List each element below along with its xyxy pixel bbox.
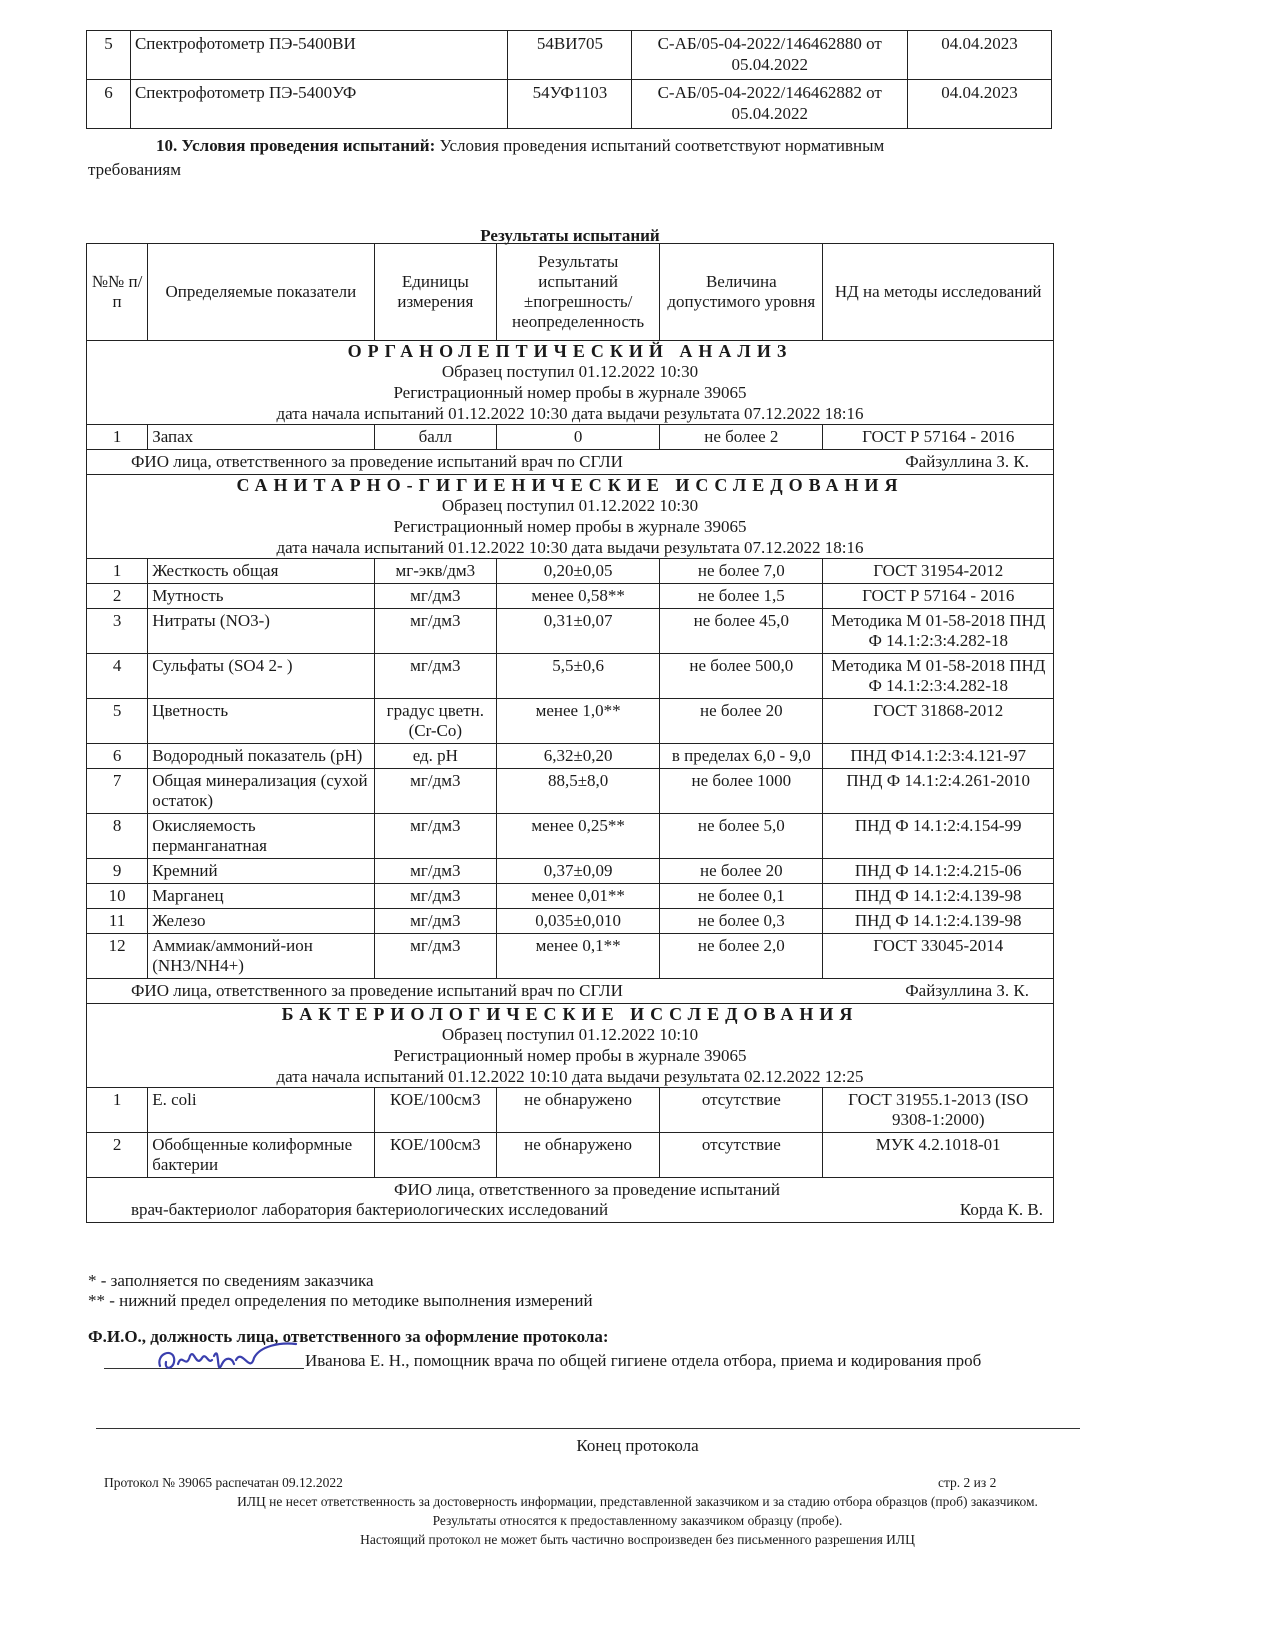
row-method: ПНД Ф 14.1:2:4.139-98: [823, 909, 1054, 934]
header-result: Результаты испытаний ±погрешность/ неопределенность: [497, 244, 660, 341]
row-num: 2: [87, 1133, 148, 1178]
print-info: Протокол № 39065 распечатан 09.12.2022: [104, 1475, 343, 1490]
section-header-bacteriological: [87, 1004, 1054, 1088]
test-dates: дата начала испытаний 01.12.2022 10:30 дата выдачи результата 07.12.2022 18:16: [276, 404, 864, 423]
row-result: не обнаружено: [497, 1133, 660, 1178]
registration-number: Регистрационный номер пробы в журнале 39065: [393, 1046, 747, 1065]
page-number: стр. 2 из 2: [938, 1475, 997, 1490]
table-row: [87, 814, 1054, 859]
row-unit: КОЕ/100см3: [374, 1133, 496, 1178]
row-num: 1: [87, 1088, 148, 1133]
responsible-row: [87, 979, 1054, 1004]
row-result: не обнаружено: [497, 1088, 660, 1133]
row-method: МУК 4.2.1018-01: [823, 1133, 1054, 1178]
row-result: менее 0,25**: [497, 814, 660, 859]
row-num: 9: [87, 859, 148, 884]
section-title: БАКТЕРИОЛОГИЧЕСКИЕ ИССЛЕДОВАНИЯ: [281, 1004, 859, 1024]
row-indicator: Мутность: [148, 584, 374, 609]
row-result: менее 0,1**: [497, 934, 660, 979]
row-limit: не более 1000: [660, 769, 823, 814]
row-unit: мг-экв/дм3: [374, 559, 496, 584]
row-unit: мг/дм3: [374, 654, 496, 699]
row-limit: не более 0,1: [660, 884, 823, 909]
test-dates: дата начала испытаний 01.12.2022 10:30 дата выдачи результата 07.12.2022 18:16: [276, 538, 864, 557]
row-result: 0,37±0,09: [497, 859, 660, 884]
row-unit: мг/дм3: [374, 909, 496, 934]
footnote: * - заполняется по сведениям заказчика: [88, 1271, 374, 1290]
row-limit: отсутствие: [660, 1088, 823, 1133]
row-method: ГОСТ Р 57164 - 2016: [823, 584, 1054, 609]
row-limit: отсутствие: [660, 1133, 823, 1178]
table-row: [87, 654, 1054, 699]
equipment-valid: 04.04.2023: [908, 31, 1052, 80]
responsible-row: [87, 450, 1054, 475]
footnote: ** - нижний предел определения по методике выполнения измерений: [88, 1291, 593, 1310]
row-method: ПНД Ф 14.1:2:4.261-2010: [823, 769, 1054, 814]
row-num: 12: [87, 934, 148, 979]
row-method: ПНД Ф14.1:2:3:4.121-97: [823, 744, 1054, 769]
row-indicator: E. coli: [148, 1088, 374, 1133]
responsible-label: ФИО лица, ответственного за проведение испытаний врач по СГЛИ: [131, 981, 623, 1000]
row-limit: в пределах 6,0 - 9,0: [660, 744, 823, 769]
row-unit: мг/дм3: [374, 934, 496, 979]
row-limit: не более 20: [660, 859, 823, 884]
table-row: [87, 934, 1054, 979]
table-row: [87, 31, 1052, 80]
table-row: [87, 1088, 1054, 1133]
table-row: [87, 909, 1054, 934]
row-indicator: Водородный показатель (pH): [148, 744, 374, 769]
row-num: 8: [87, 814, 148, 859]
row-unit: КОЕ/100см3: [374, 1088, 496, 1133]
row-result: 88,5±8,0: [497, 769, 660, 814]
header-num: №№ п/п: [87, 244, 148, 341]
row-indicator: Кремний: [148, 859, 374, 884]
conditions-text: Условия проведения испытаний соответствуют нормативным: [439, 136, 885, 155]
section-header-sanitary: [87, 475, 1054, 559]
registration-number: Регистрационный номер пробы в журнале 39065: [393, 383, 747, 402]
row-method: Методика М 01-58-2018 ПНД Ф 14.1:2:3:4.282-18: [823, 654, 1054, 699]
row-indicator: Нитраты (NO3-): [148, 609, 374, 654]
test-dates: дата начала испытаний 01.12.2022 10:10 дата выдачи результата 02.12.2022 12:25: [276, 1067, 864, 1086]
row-limit: не более 45,0: [660, 609, 823, 654]
table-row: [87, 80, 1052, 129]
row-unit: балл: [374, 425, 496, 450]
section-title: ОРГАНОЛЕПТИЧЕСКИЙ АНАЛИЗ: [347, 341, 793, 361]
row-limit: не более 1,5: [660, 584, 823, 609]
row-result: менее 0,58**: [497, 584, 660, 609]
header-indicator: Определяемые показатели: [148, 244, 374, 341]
row-num: 6: [87, 744, 148, 769]
equipment-name: Спектрофотометр ПЭ-5400ВИ: [130, 31, 508, 80]
row-result: менее 1,0**: [497, 699, 660, 744]
disclaimer-1: ИЛЦ не несет ответственность за достоверность информации, представленной заказчиком и за стадию отбора образцов (проб) заказчиком.: [237, 1494, 1038, 1509]
row-unit: мг/дм3: [374, 884, 496, 909]
signature-image: [150, 1334, 300, 1384]
row-limit: не более 5,0: [660, 814, 823, 859]
row-method: ГОСТ Р 57164 - 2016: [823, 425, 1054, 450]
responsible-row: [87, 1178, 1054, 1223]
table-row: [87, 559, 1054, 584]
equipment-serial: 54ВИ705: [508, 31, 632, 80]
equipment-num: 6: [87, 80, 131, 129]
registration-number: Регистрационный номер пробы в журнале 39065: [393, 517, 747, 536]
row-num: 5: [87, 699, 148, 744]
conditions-text-2: требованиям: [88, 160, 181, 179]
end-divider: [96, 1428, 1080, 1429]
row-limit: не более 0,3: [660, 909, 823, 934]
row-unit: мг/дм3: [374, 859, 496, 884]
row-method: ГОСТ 31955.1-2013 (ISO 9308-1:2000): [823, 1088, 1054, 1133]
row-indicator: Железо: [148, 909, 374, 934]
page-footer: [0, 1473, 1275, 1549]
row-result: менее 0,01**: [497, 884, 660, 909]
row-method: Методика М 01-58-2018 ПНД Ф 14.1:2:3:4.282-18: [823, 609, 1054, 654]
footnotes: [88, 1271, 593, 1311]
row-indicator: Запах: [148, 425, 374, 450]
responsible-label: ФИО лица, ответственного за проведение испытаний врач по СГЛИ: [131, 452, 623, 471]
table-row: [87, 1133, 1054, 1178]
row-num: 1: [87, 425, 148, 450]
table-row: [87, 859, 1054, 884]
row-method: ПНД Ф 14.1:2:4.215-06: [823, 859, 1054, 884]
disclaimer-2: Результаты относятся к предоставленному заказчиком образцу (пробе).: [432, 1513, 843, 1528]
row-indicator: Сульфаты (SO4 2- ): [148, 654, 374, 699]
row-result: 5,5±0,6: [497, 654, 660, 699]
results-table: [86, 243, 1054, 1223]
row-indicator: Марганец: [148, 884, 374, 909]
row-unit: мг/дм3: [374, 584, 496, 609]
row-result: 0,035±0,010: [497, 909, 660, 934]
table-row: [87, 584, 1054, 609]
equipment-valid: 04.04.2023: [908, 80, 1052, 129]
equipment-serial: 54УФ1103: [508, 80, 632, 129]
row-indicator: Окисляемость перманганатная: [148, 814, 374, 859]
equipment-num: 5: [87, 31, 131, 80]
section-title: САНИТАРНО-ГИГИЕНИЧЕСКИЕ ИССЛЕДОВАНИЯ: [236, 475, 904, 495]
table-row: [87, 609, 1054, 654]
row-result: 0: [497, 425, 660, 450]
results-title: Результаты испытаний: [480, 226, 660, 245]
row-method: ГОСТ 31954-2012: [823, 559, 1054, 584]
responsible-person: Файзуллина З. К.: [905, 981, 1029, 1000]
row-num: 11: [87, 909, 148, 934]
row-num: 10: [87, 884, 148, 909]
equipment-table: [86, 30, 1052, 129]
results-header: [87, 244, 1054, 341]
row-unit: градус цветн.(Cr-Co): [374, 699, 496, 744]
responsible-person: Корда К. В.: [959, 1200, 1043, 1219]
row-unit: мг/дм3: [374, 769, 496, 814]
sample-received: Образец поступил 01.12.2022 10:30: [441, 362, 699, 381]
row-limit: не более 2,0: [660, 934, 823, 979]
row-unit: мг/дм3: [374, 814, 496, 859]
conditions-label: 10. Условия проведения испытаний:: [156, 136, 436, 155]
row-method: ПНД Ф 14.1:2:4.154-99: [823, 814, 1054, 859]
header-method: НД на методы исследований: [823, 244, 1054, 341]
row-num: 4: [87, 654, 148, 699]
row-limit: не более 2: [660, 425, 823, 450]
protocol-responsible-label: Ф.И.О., должность лица, ответственного за оформление протокола:: [88, 1327, 609, 1346]
row-indicator: Цветность: [148, 699, 374, 744]
signer-name: Иванова Е. Н., помощник врача по общей гигиене отдела отбора, приема и кодирования проб: [305, 1351, 982, 1370]
row-num: 1: [87, 559, 148, 584]
row-limit: не более 7,0: [660, 559, 823, 584]
table-row: [87, 769, 1054, 814]
equipment-cert: С-АБ/05-04-2022/146462882 от 05.04.2022: [632, 80, 908, 129]
equipment-cert: С-АБ/05-04-2022/146462880 от 05.04.2022: [632, 31, 908, 80]
responsible-person: Файзуллина З. К.: [905, 452, 1029, 471]
row-indicator: Жесткость общая: [148, 559, 374, 584]
test-conditions: [88, 134, 1168, 182]
table-row: [87, 744, 1054, 769]
row-num: 3: [87, 609, 148, 654]
equipment-name: Спектрофотометр ПЭ-5400УФ: [130, 80, 508, 129]
header-units: Единицы измерения: [374, 244, 496, 341]
row-method: ГОСТ 31868-2012: [823, 699, 1054, 744]
row-indicator: Общая минерализация (сухой остаток): [148, 769, 374, 814]
row-indicator: Аммиак/аммоний-ион (NH3/NH4+): [148, 934, 374, 979]
disclaimer-3: Настоящий протокол не может быть частично воспроизведен без письменного разрешения ИЛЦ: [360, 1532, 915, 1547]
row-result: 6,32±0,20: [497, 744, 660, 769]
row-limit: не более 500,0: [660, 654, 823, 699]
sample-received: Образец поступил 01.12.2022 10:30: [441, 496, 699, 515]
row-num: 2: [87, 584, 148, 609]
row-unit: ед. рН: [374, 744, 496, 769]
header-limit: Величина допустимого уровня: [660, 244, 823, 341]
sample-received: Образец поступил 01.12.2022 10:10: [441, 1025, 699, 1044]
responsible-label-2: врач-бактериолог лаборатория бактериологических исследований: [131, 1200, 609, 1219]
row-result: 0,31±0,07: [497, 609, 660, 654]
end-of-protocol: Конец протокола: [576, 1436, 699, 1455]
row-method: ГОСТ 33045-2014: [823, 934, 1054, 979]
row-limit: не более 20: [660, 699, 823, 744]
table-row: [87, 699, 1054, 744]
table-row: [87, 884, 1054, 909]
responsible-label: ФИО лица, ответственного за проведение испытаний: [394, 1180, 780, 1199]
row-method: ПНД Ф 14.1:2:4.139-98: [823, 884, 1054, 909]
row-result: 0,20±0,05: [497, 559, 660, 584]
row-unit: мг/дм3: [374, 609, 496, 654]
row-num: 7: [87, 769, 148, 814]
row-indicator: Обобщенные колиформные бактерии: [148, 1133, 374, 1178]
section-header-organoleptic: [87, 341, 1054, 425]
table-row: [87, 425, 1054, 450]
